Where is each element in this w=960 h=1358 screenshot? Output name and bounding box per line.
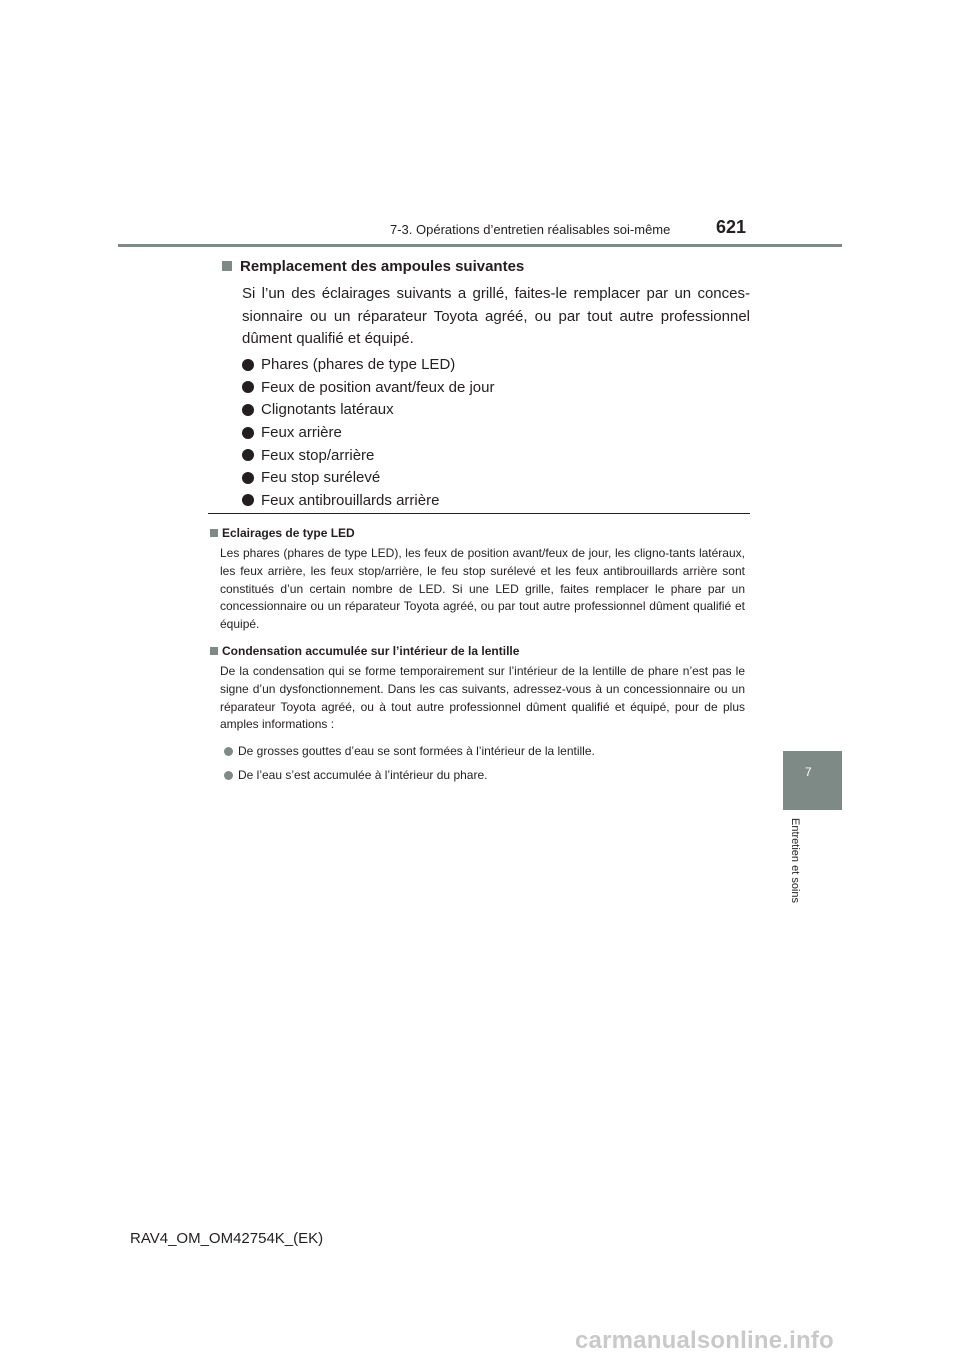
chapter-tab <box>783 751 842 810</box>
list-item-text: Feu stop surélevé <box>261 469 381 487</box>
note-heading <box>210 642 745 660</box>
list-item-text: Feux stop/arrière <box>261 446 375 464</box>
bulb-list <box>242 354 750 512</box>
list-item-text: Feux antibrouillards arrière <box>261 491 440 509</box>
chapter-side-label <box>788 818 804 928</box>
round-bullet-icon <box>224 747 233 756</box>
list-item-text: Feux arrière <box>261 424 342 442</box>
main-heading-text: Remplacement des ampoules suivantes <box>240 257 525 275</box>
round-bullet-icon <box>242 381 254 393</box>
list-item <box>242 444 750 467</box>
list-item <box>242 376 750 399</box>
note-paragraph: De la condensation qui se forme temporairement sur l’intérieur de la lentille de phare n’est pas le signe d’un dysfonctionnement. Dans les cas suivants, adressez-vous à un concessionnaire ou un réparateur Toyota agréé, ou à tout autre professionnel dûment qualifié et équipé, pour de plus amples informations : <box>220 663 745 732</box>
square-bullet-icon <box>210 529 218 537</box>
main-heading <box>222 255 750 277</box>
list-item <box>242 489 750 512</box>
list-item <box>242 421 750 444</box>
section-title: 7-3. Opérations d’entretien réalisables soi-même <box>390 222 671 237</box>
note-paragraph: Les phares (phares de type LED), les feux de position avant/feux de jour, les cligno-tants latéraux, les feux arrière, les feux stop/arrière, le feu stop surélevé et les feux antibrouillards arrière sont constitués d’un certain nombre de LED. Si une LED grille, faites remplacer le phare par un concessionnaire ou un réparateur Toyota agréé, ou par tout autre professionnel dûment qualifié et équipé. <box>220 546 745 632</box>
list-item-text: Clignotants latéraux <box>261 401 394 419</box>
list-item-text: Feux de position avant/feux de jour <box>261 378 495 396</box>
chapter-number: 7 <box>805 765 812 779</box>
page-number: 621 <box>716 217 747 237</box>
square-bullet-icon <box>210 647 218 655</box>
list-item <box>224 739 745 763</box>
watermark: carmanualsonline.info <box>575 1327 834 1354</box>
manual-code: RAV4_OM_OM42754K_(EK) <box>130 1230 324 1247</box>
round-bullet-icon <box>242 472 254 484</box>
note-led <box>210 524 745 634</box>
list-item <box>224 763 745 787</box>
note-heading <box>210 524 745 542</box>
list-item <box>242 399 750 422</box>
note-heading-text: Condensation accumulée sur l’intérieur de la lentille <box>222 643 520 658</box>
list-item-text: Phares (phares de type LED) <box>261 356 456 374</box>
list-item-text: De grosses gouttes d’eau se sont formées à l’intérieur de la lentille. <box>238 744 595 759</box>
main-paragraph: Si l’un des éclairages suivants a grillé, faites-le remplacer par un conces-sionnaire ou un réparateur Toyota agréé, ou par tout autre professionnel dûment qualifié et équipé. <box>242 285 750 347</box>
round-bullet-icon <box>242 404 254 416</box>
round-bullet-icon <box>242 449 254 461</box>
notes-section <box>210 524 745 787</box>
round-bullet-icon <box>242 494 254 506</box>
note-heading-text: Eclairages de type LED <box>222 526 355 540</box>
condensation-list <box>224 739 745 787</box>
square-bullet-icon <box>222 261 232 271</box>
notes-rule <box>208 513 750 514</box>
round-bullet-icon <box>242 359 254 371</box>
chapter-title: Entretien et soins <box>789 818 801 903</box>
round-bullet-icon <box>242 427 254 439</box>
list-item <box>242 354 750 377</box>
list-item <box>242 466 750 489</box>
list-item-text: De l’eau s’est accumulée à l’intérieur du phare. <box>238 768 488 783</box>
round-bullet-icon <box>224 771 233 780</box>
main-section <box>222 255 750 512</box>
header-rule <box>118 244 842 247</box>
note-condensation <box>210 642 745 787</box>
